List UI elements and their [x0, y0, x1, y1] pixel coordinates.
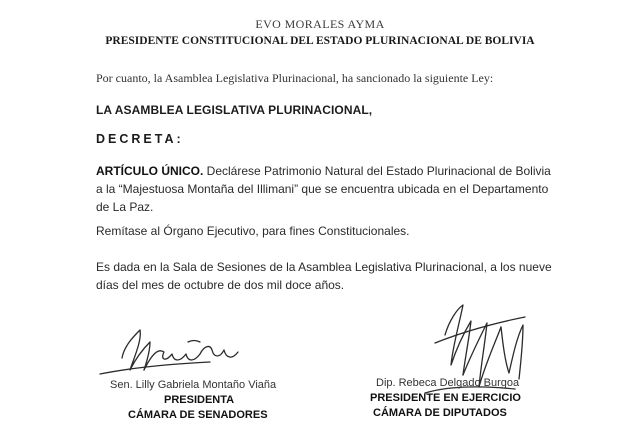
president-name: EVO MORALES AYMA	[255, 17, 385, 31]
decreta-heading: DECRETA:	[96, 132, 184, 146]
remit-clause: Remítase al Órgano Ejecutivo, para fines Constitucionales.	[96, 224, 410, 238]
article-text: Declárese Patrimonio Natural del Estado Plurinacional de Bolivia a la “Majestuosa Montaña del Illimani” que se encuentra ubicada en el Departamento de La Paz.	[96, 164, 551, 214]
sole-article	[96, 162, 556, 216]
given-clause: Es dada en la Sala de Sesiones de la Asamblea Legislativa Plurinacional, a los nueve días del mes de octubre de dos mil doce años.	[96, 260, 552, 292]
left-signatory-name: Sen. Lilly Gabriela Montaño Viaña	[110, 379, 277, 391]
article-label: ARTÍCULO ÚNICO.	[96, 164, 204, 178]
right-signatory-role: PRESIDENTE EN EJERCICIO	[370, 392, 521, 404]
preamble-text: Por cuanto, la Asamblea Legislativa Plurinacional, ha sancionado la siguiente Ley:	[96, 71, 494, 85]
right-signatory-name: Dip. Rebeca Delgado Burgoa	[376, 377, 520, 389]
assembly-heading: LA ASAMBLEA LEGISLATIVA PLURINACIONAL,	[96, 103, 373, 117]
right-signatory-chamber: CÁMARA DE DIPUTADOS	[373, 407, 507, 419]
left-signatory-role: PRESIDENTA	[164, 394, 235, 406]
left-signature	[100, 318, 250, 388]
document-title: PRESIDENTE CONSTITUCIONAL DEL ESTADO PLURINACIONAL DE BOLIVIA	[105, 35, 535, 47]
left-signatory-chamber: CÁMARA DE SENADORES	[128, 409, 268, 421]
